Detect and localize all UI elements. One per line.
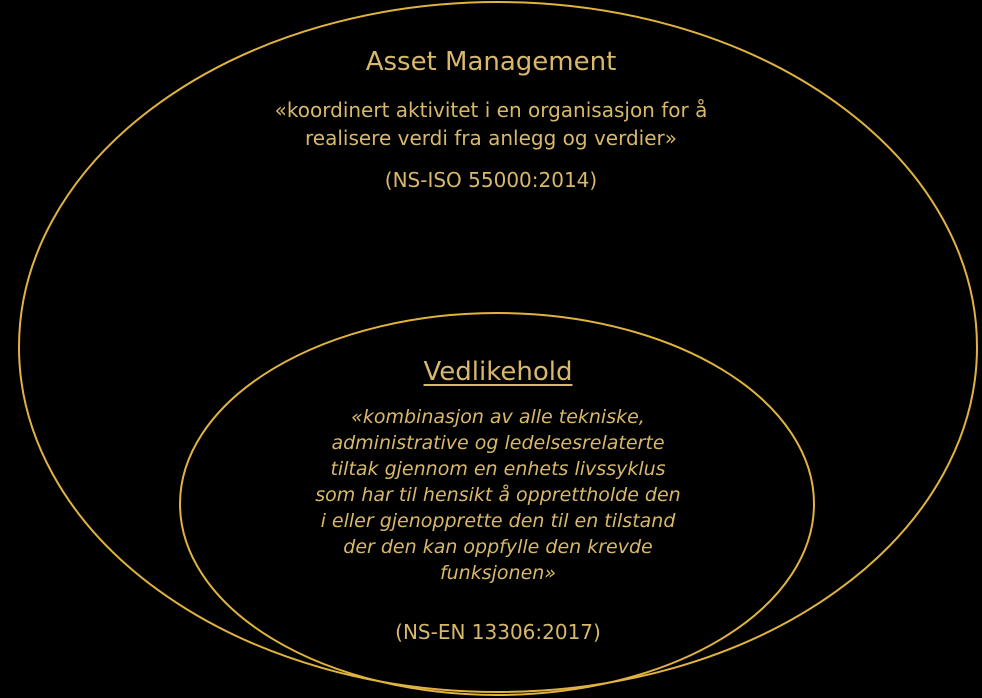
inner-title: Vedlikehold — [423, 357, 573, 387]
inner-definition — [260, 404, 736, 586]
inner-definition-line: administrative og ledelsesrelaterte — [331, 432, 665, 454]
inner-definition-line: der den kan oppfylle den krevde — [343, 536, 653, 558]
inner-definition-line: tiltak gjennom en enhets livssyklus — [330, 458, 666, 480]
inner-reference: (NS-EN 13306:2017) — [395, 620, 601, 644]
outer-reference: (NS-ISO 55000:2014) — [384, 168, 598, 192]
outer-definition-line: realisere verdi fra anlegg og verdier» — [305, 126, 677, 150]
outer-definition — [0, 96, 982, 152]
inner-definition-line: funksjonen» — [439, 562, 557, 584]
inner-definition-line: i eller gjenopprette den til en tilstand — [320, 510, 676, 532]
inner-definition-line: «kombinasjon av alle tekniske, — [351, 406, 645, 428]
outer-title: Asset Management — [365, 47, 617, 77]
outer-definition-line: «koordinert aktivitet i en organisasjon for å — [274, 98, 708, 122]
inner-definition-line: som har til hensikt å opprettholde den — [315, 484, 681, 506]
